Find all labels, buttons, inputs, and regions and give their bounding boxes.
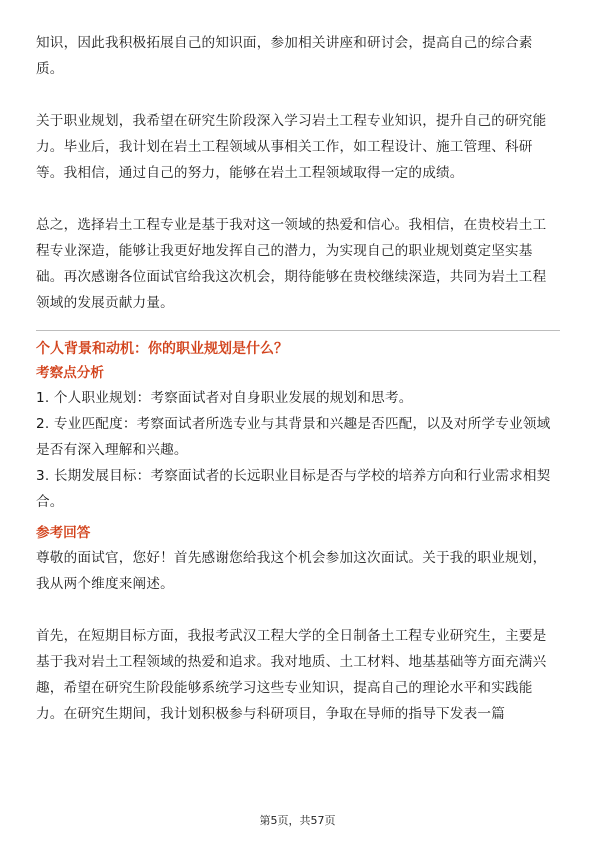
analysis-item: 1. 个人职业规划：考察面试者对自身职业发展的规划和思考。	[36, 390, 413, 406]
analysis-item: 2. 专业匹配度：考察面试者所选专业与其背景和兴趣是否匹配，以及对所学专业领域是否有深入理解和兴趣。	[36, 416, 551, 458]
page-content	[36, 30, 560, 727]
paragraph: 关于职业规划，我希望在研究生阶段深入学习岩土工程专业知识，提升自己的研究能力。毕业后，我计划在岩土工程领域从事相关工作，如工程设计、施工管理、科研等。我相信，通过自己的努力，能够在岩土工程领域取得一定的成绩。	[36, 113, 547, 181]
answer-heading: 参考回答	[36, 525, 91, 541]
analysis-heading: 考察点分析	[36, 365, 104, 381]
paragraph: 总之，选择岩土工程专业是基于我对这一领域的热爱和信心。我相信，在贵校岩土工程专业深造，能够让我更好地发挥自己的潜力，为实现自己的职业规划奠定坚实基础。再次感谢各位面试官给我这次机会，期待能够在贵校继续深造，共同为岩土工程领域的发展贡献力量。	[36, 217, 547, 311]
analysis-item: 3. 长期发展目标：考察面试者的长远职业目标是否与学校的培养方向和行业需求相契合。	[36, 468, 551, 510]
section-divider	[36, 330, 560, 331]
question-title: 个人背景和动机：你的职业规划是什么？	[36, 341, 288, 357]
page-number: 第5页，共57页	[259, 814, 336, 827]
answer-paragraph: 尊敬的面试官，您好！首先感谢您给我这个机会参加这次面试。关于我的职业规划，我从两个维度来阐述。	[36, 550, 547, 592]
paragraph: 知识，因此我积极拓展自己的知识面，参加相关讲座和研讨会，提高自己的综合素质。	[36, 35, 533, 77]
answer-paragraph: 首先，在短期目标方面，我报考武汉工程大学的全日制备土工程专业研究生，主要是基于我对岩土工程领域的热爱和追求。我对地质、土工材料、地基基础等方面充满兴趣，希望在研究生阶段能够系统学习这些专业知识，提高自己的理论水平和实践能力。在研究生期间，我计划积极参与科研项目，争取在导师的指导下发表一篇	[36, 628, 547, 722]
